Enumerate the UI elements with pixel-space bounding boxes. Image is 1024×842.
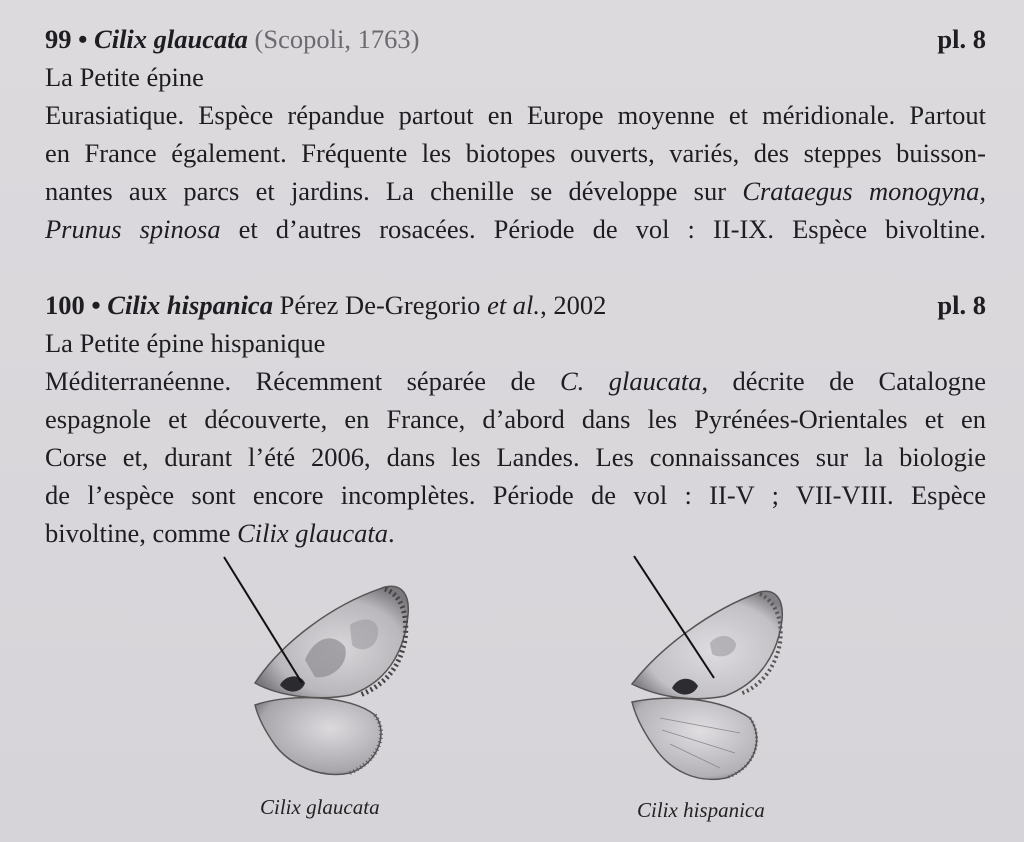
entry-title — [45, 286, 606, 324]
species-author: (Scopoli, 1763) — [254, 24, 420, 54]
italic-species: Crataegus monogyna, — [742, 176, 986, 206]
entry-header — [45, 20, 986, 58]
species-name: Cilix hispanica — [107, 290, 273, 320]
text-line — [45, 514, 986, 552]
text-span: , décrite de Catalogne — [701, 366, 986, 396]
text-line: en France également. Fréquente les biotopes ouverts, variés, des steppes buisson- — [45, 138, 986, 168]
plate-reference: pl. 8 — [937, 24, 986, 54]
text-span: bivoltine, comme — [45, 518, 238, 548]
entry-number: 99 • — [45, 24, 88, 54]
text-line — [45, 362, 986, 400]
text-span: . — [387, 518, 395, 548]
author-text: Pérez De-Gregorio — [279, 290, 488, 320]
figure-caption: Cilix glaucata — [260, 795, 380, 819]
text-line — [45, 210, 986, 248]
italic-species: C. glaucata — [559, 366, 702, 396]
author-etal: et al. — [487, 290, 541, 320]
plate-reference: pl. 8 — [937, 290, 986, 320]
common-name: La Petite épine — [45, 62, 204, 92]
italic-species: Cilix glaucata — [237, 518, 388, 548]
text-span: nantes aux parcs et jardins. La chenille se développe sur — [45, 176, 743, 206]
text-line — [45, 172, 986, 210]
common-name: La Petite épine hispanique — [45, 328, 326, 358]
text-line: espagnole et découverte, en France, d’abord dans les Pyrénées-Orientales et en — [45, 404, 986, 434]
moth-wing-illustration-glaucata — [210, 555, 430, 785]
species-entry-100 — [45, 286, 986, 552]
author-year: , 2002 — [540, 290, 607, 320]
entry-header — [45, 286, 986, 324]
text-line: de l’espèce sont encore incomplètes. Période de vol : II-V ; VII-VIII. Espèce — [45, 480, 986, 510]
moth-wing-illustration-hispanica — [600, 548, 800, 788]
text-line: Eurasiatique. Espèce répandue partout en Europe moyenne et méridionale. Partout — [45, 100, 986, 130]
text-line: Corse et, durant l’été 2006, dans les Landes. Les connaissances sur la biologie — [45, 442, 986, 472]
text-span: Méditerranéenne. Récemment séparée de — [45, 366, 560, 396]
species-author — [280, 290, 607, 320]
entry-title — [45, 20, 419, 58]
entry-number: 100 • — [45, 290, 101, 320]
species-name: Cilix glaucata — [94, 24, 248, 54]
species-entry-99 — [45, 20, 986, 248]
figure-caption: Cilix hispanica — [637, 798, 765, 822]
italic-species: Prunus spinosa — [45, 214, 221, 244]
text-span: et d’autres rosacées. Période de vol : II-IX. Espèce bivoltine. — [220, 214, 986, 244]
